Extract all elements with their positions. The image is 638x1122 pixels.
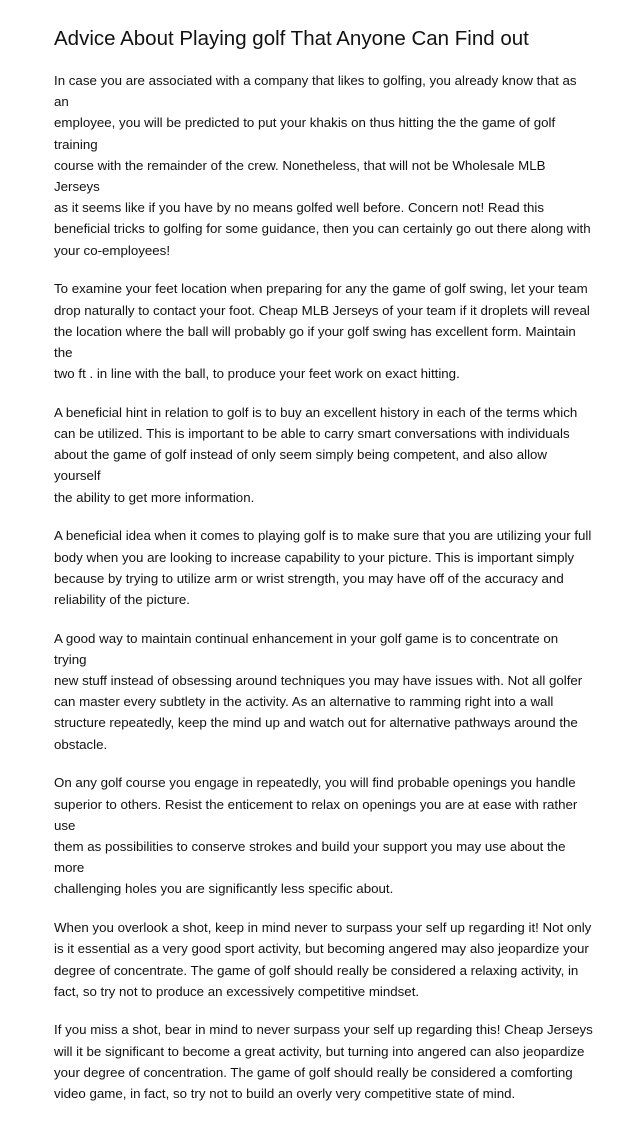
paragraph-line: course with the remainder of the crew. Nonetheless, that will not be Wholesale MLB Jerseys (54, 157, 546, 195)
paragraph-line: will it be significant to become a great activity, but turning into angered can also jeopardize (54, 1043, 585, 1059)
paragraph-line: degree of concentrate. The game of golf should really be considered a relaxing activity, in (54, 962, 579, 978)
paragraph-line: can be utilized. This is important to be able to carry smart conversations with individuals (54, 426, 570, 442)
paragraph-line: If you miss a shot, bear in mind to never surpass your self up regarding this! Cheap Jerseys (54, 1022, 593, 1038)
paragraph-line: your co-employees! (54, 242, 171, 258)
paragraph-line: obstacle. (54, 736, 108, 752)
paragraph (54, 525, 594, 610)
paragraph-line: body when you are looking to increase capability to your picture. This is important simply (54, 549, 575, 565)
paragraph-line: video game, in fact, so try not to build an overly very competitive state of mind. (54, 1086, 516, 1102)
paragraph-line: new stuff instead of obsessing around techniques you may have issues with. Not all golfer (54, 673, 583, 689)
document-page (54, 26, 594, 1122)
paragraph-line: employee, you will be predicted to put your khakis on thus hitting the the game of golf training (54, 115, 556, 152)
document-title: Advice About Playing golf That Anyone Can Find out (54, 27, 529, 50)
paragraph-line: reliability of the picture. (54, 591, 190, 607)
paragraph-line: To examine your feet location when preparing for any the game of golf swing, let your team (54, 281, 588, 297)
paragraph-line: can master every subtlety in the activity. As an alternative to ramming right into a wall (54, 694, 554, 710)
paragraph-line: drop naturally to contact your foot. Cheap MLB Jerseys of your team if it droplets will reveal (54, 302, 590, 318)
paragraph-line: A good way to maintain continual enhancement in your golf game is to concentrate on trying (54, 630, 559, 667)
paragraph-line: beneficial tricks to golfing for some guidance, then you can certainly go out there along with (54, 221, 591, 237)
paragraph-line: them as possibilities to conserve strokes and build your support you may use about the more (54, 839, 566, 876)
paragraph-line: structure repeatedly, keep the mind up and watch out for alternative pathways around the (54, 715, 578, 731)
paragraph (54, 1019, 594, 1104)
paragraph (54, 772, 594, 899)
paragraph-line: about the game of golf instead of only seem simply being competent, and also allow yourself (54, 447, 548, 484)
paragraph-line: two ft . in line with the ball, to produce your feet work on exact hitting. (54, 366, 460, 382)
paragraph-line: is it essential as a very good sport activity, but becoming angered may also jeopardize your (54, 941, 589, 957)
paragraph-line: In case you are associated with a company that likes to golfing, you already know that as an (54, 73, 577, 110)
paragraph-line: When you overlook a shot, keep in mind never to surpass your self up regarding it! Not only (54, 920, 592, 936)
paragraph-line: challenging holes you are significantly less specific about. (54, 881, 394, 897)
paragraph (54, 70, 594, 261)
paragraph (54, 917, 594, 1002)
paragraph (54, 402, 594, 508)
paragraph-line: A beneficial hint in relation to golf is to buy an excellent history in each of the terms which (54, 404, 578, 420)
paragraph-line: A beneficial idea when it comes to playing golf is to make sure that you are utilizing your full (54, 528, 592, 544)
paragraph-line: superior to others. Resist the enticement to relax on openings you are at ease with rather use (54, 796, 578, 833)
paragraph-line: fact, so try not to produce an excessively competitive mindset. (54, 983, 420, 999)
paragraph-line: On any golf course you engage in repeatedly, you will find probable openings you handle (54, 775, 576, 791)
paragraph-line: because by trying to utilize arm or wrist strength, you may have off of the accuracy and (54, 570, 564, 586)
paragraph (54, 628, 594, 755)
paragraph-line: your degree of concentration. The game of golf should really be considered a comforting (54, 1064, 573, 1080)
paragraph-line: the ability to get more information. (54, 489, 255, 505)
document-body (54, 70, 594, 1104)
paragraph (54, 278, 594, 384)
paragraph-line: as it seems like if you have by no means golfed well before. Concern not! Read this (54, 200, 545, 216)
paragraph-line: the location where the ball will probably go if your golf swing has excellent form. Maintain the (54, 323, 576, 360)
